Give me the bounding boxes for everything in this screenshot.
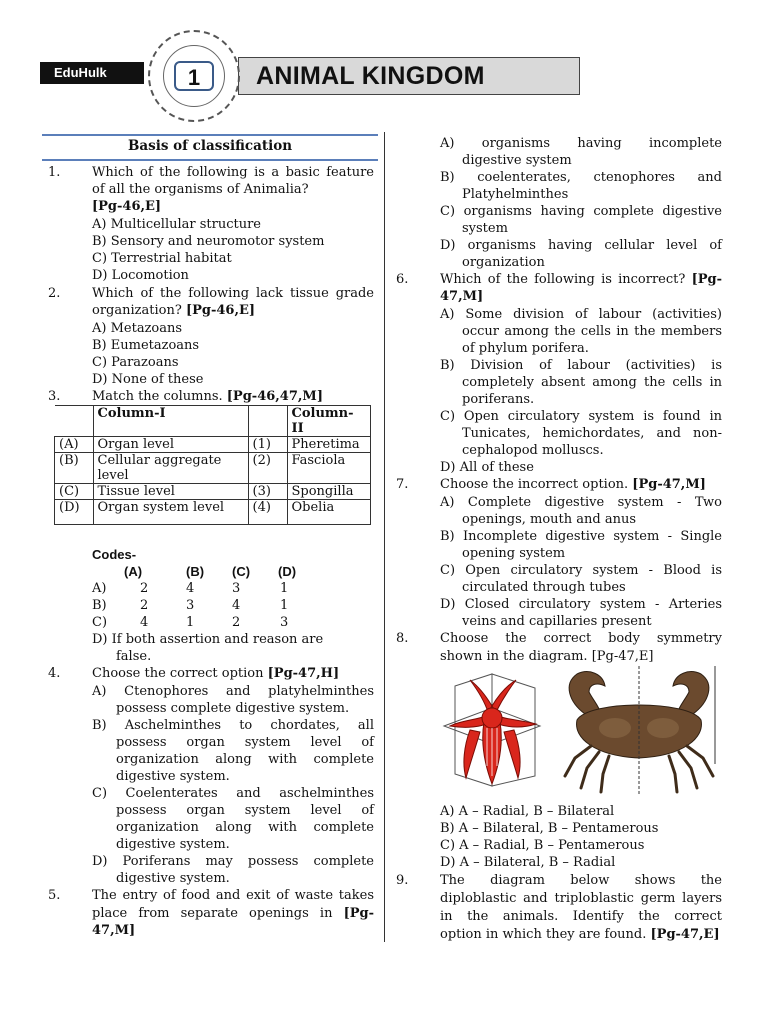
- q1-ref: [Pg-46,E]: [92, 199, 162, 214]
- q7-a-line2: openings, mouth and anus: [462, 512, 637, 527]
- q6-ref1: [Pg-: [691, 272, 722, 287]
- q1-text-line2: of all the organisms of Animalia?: [92, 182, 309, 197]
- code-val: 2: [232, 615, 241, 630]
- q4-b-line4: digestive system.: [116, 769, 230, 784]
- q6-option-d: D) All of these: [440, 460, 534, 475]
- q3-option-d-line1: D) If both assertion and reason are: [92, 632, 324, 647]
- q6-b-line2: completely absent among the cells in: [462, 375, 722, 390]
- q7-b-line2: opening system: [462, 546, 566, 561]
- q7-number: 7.: [396, 477, 409, 492]
- q4-c-line2: possess organ system level of: [116, 803, 374, 818]
- q8-option-b: B) A – Bilateral, B – Pentamerous: [440, 821, 659, 836]
- q5-d-line2: organization: [462, 255, 545, 270]
- q5-text-line1: The entry of food and exit of waste takes: [92, 888, 374, 903]
- q4-d-line2: digestive system.: [116, 871, 230, 886]
- section-title: Basis of classification: [127, 138, 293, 154]
- q7-ref: [Pg-47,M]: [632, 477, 706, 492]
- q4-c-line4: digestive system.: [116, 837, 230, 852]
- match-label: (3): [248, 484, 287, 500]
- q2-number: 2.: [48, 286, 61, 301]
- q3-option-d-line2: false.: [116, 649, 152, 664]
- match-col2-cell: Spongilla: [287, 484, 370, 500]
- match-header-blank: [55, 406, 94, 437]
- q2-option-c: C) Parazoans: [92, 355, 179, 370]
- chapter-number-wrap: [163, 45, 225, 107]
- codes-label: Codes-: [92, 547, 137, 562]
- code-val: 4: [186, 581, 195, 596]
- q3-text: [92, 388, 323, 405]
- q4-a-line2: possess complete digestive system.: [116, 701, 350, 716]
- q9-text-line4: [440, 926, 720, 943]
- q3-prompt: Match the columns.: [92, 389, 223, 404]
- q8-option-c: C) A – Radial, B – Pentamerous: [440, 838, 645, 853]
- q3-ref: [Pg-46,47,M]: [226, 389, 323, 404]
- code-val: 1: [280, 581, 289, 596]
- q9-number: 9.: [396, 873, 409, 888]
- q5-a-line1: A) organisms having incomplete: [440, 136, 722, 151]
- match-header-blank2: [248, 406, 287, 437]
- code-val: 2: [140, 598, 149, 613]
- codes-header-c: (C): [232, 564, 251, 579]
- q5-b-line2: Platyhelminthes: [462, 187, 569, 202]
- q6-b-line1: B) Division of labour (activities) is: [440, 358, 722, 373]
- q5-text: place from separate openings in: [92, 906, 333, 921]
- q9-prompt: option in which they are found.: [440, 927, 647, 942]
- q2-option-b: B) Eumetazoans: [92, 338, 200, 353]
- q6-c-line2: Tunicates, hemichordates, and non-: [462, 426, 722, 441]
- match-col1-cell: Tissue level: [93, 484, 248, 500]
- q1-option-a: A) Multicellular structure: [92, 217, 261, 232]
- q4-ref: [Pg-47,H]: [267, 666, 340, 681]
- match-col1-line1: Cellular aggregate: [97, 453, 222, 468]
- q5-text-line2: [92, 905, 374, 922]
- codes-header-d: (D): [278, 564, 297, 579]
- q8-option-d: D) A – Bilateral, B – Radial: [440, 855, 616, 870]
- table-row: [55, 500, 371, 525]
- match-header-col1: Column-I: [93, 406, 248, 437]
- table-row: [55, 437, 371, 453]
- q5-c-line2: system: [462, 221, 508, 236]
- codes-header-b: (B): [186, 564, 205, 579]
- brand-label: EduHulk: [40, 62, 144, 84]
- q2-text-line2: [92, 302, 255, 319]
- match-label: (4): [248, 500, 287, 525]
- table-row: [55, 453, 371, 484]
- q2-text-line1: Which of the following lack tissue grade: [92, 286, 374, 301]
- match-label: (2): [248, 453, 287, 484]
- q3-number: 3.: [48, 389, 61, 404]
- q6-prompt: Which of the following is incorrect?: [440, 272, 686, 287]
- match-label: (C): [55, 484, 94, 500]
- match-col2-cell: Fasciola: [287, 453, 370, 484]
- chapter-number: 1: [174, 61, 214, 91]
- q4-text: [92, 665, 339, 682]
- match-label: (A): [55, 437, 94, 453]
- q4-b-line3: organization along with complete: [116, 752, 374, 767]
- chapter-title: ANIMAL KINGDOM: [256, 62, 485, 90]
- q4-prompt: Choose the correct option: [92, 666, 264, 681]
- section-rule-top: [42, 134, 378, 136]
- crab-bilateral-figure: [555, 664, 723, 796]
- q7-c-line2: circulated through tubes: [462, 580, 626, 595]
- q7-prompt: Choose the incorrect option.: [440, 477, 629, 492]
- q7-c-line1: C) Open circulatory system - Blood is: [440, 563, 722, 578]
- q5-number: 5.: [48, 888, 61, 903]
- match-label: (B): [55, 453, 94, 484]
- q6-c-line3: cephalopod molluscs.: [462, 443, 604, 458]
- q4-d-line1: D) Poriferans may possess complete: [92, 854, 374, 869]
- q7-a-line1: A) Complete digestive system - Two: [440, 495, 722, 510]
- q9-text-line2: diploblastic and triploblastic germ layers: [440, 891, 722, 906]
- table-row: [55, 484, 371, 500]
- q6-number: 6.: [396, 272, 409, 287]
- q2-option-a: A) Metazoans: [92, 321, 183, 336]
- q6-a-line3: of phylum porifera.: [462, 341, 589, 356]
- match-col2-cell: Obelia: [287, 500, 370, 525]
- q1-text-line1: Which of the following is a basic feature: [92, 165, 374, 180]
- q6-ref2: 47,M]: [440, 289, 484, 304]
- codes-header-a: (A): [124, 564, 143, 579]
- q5-c-line1: C) organisms having complete digestive: [440, 204, 722, 219]
- match-col1-cell: [93, 453, 248, 484]
- match-table: [54, 405, 371, 525]
- q2-text: organization?: [92, 303, 182, 318]
- code-val: 1: [280, 598, 289, 613]
- q7-d-line2: veins and capillaries present: [462, 614, 652, 629]
- q6-text: [440, 271, 722, 288]
- column-divider: [384, 132, 385, 942]
- q1-option-c: C) Terrestrial habitat: [92, 251, 232, 266]
- section-rule-bottom: [42, 159, 378, 161]
- q5-a-line2: digestive system: [462, 153, 572, 168]
- code-val: 1: [186, 615, 195, 630]
- q7-text: [440, 476, 706, 493]
- codes-opt-c: C): [92, 615, 108, 630]
- q4-a-line1: A) Ctenophores and platyhelminthes: [92, 684, 374, 699]
- codes-opt-b: B): [92, 598, 107, 613]
- q5-ref1: [Pg-: [343, 906, 374, 921]
- q9-text-line1: The diagram below shows the: [440, 873, 722, 888]
- match-table-header: [55, 406, 371, 437]
- match-header-col2: Column-II: [287, 406, 370, 437]
- codes-opt-a: A): [92, 581, 107, 596]
- code-val: 3: [186, 598, 195, 613]
- q9-text-line3: in the animals. Identify the correct: [440, 909, 722, 924]
- match-col2-cell: Pheretima: [287, 437, 370, 453]
- q5-ref2: 47,M]: [92, 923, 136, 938]
- match-col1-cell: Organ system level: [93, 500, 248, 525]
- code-val: 4: [140, 615, 149, 630]
- code-val: 2: [140, 581, 149, 596]
- match-label: (1): [248, 437, 287, 453]
- q1-option-d: D) Locomotion: [92, 268, 189, 283]
- q8-option-a: A) A – Radial, B – Bilateral: [440, 804, 615, 819]
- q5-b-line1: B) coelenterates, ctenophores and: [440, 170, 722, 185]
- code-val: 3: [280, 615, 289, 630]
- q9-ref: [Pg-47,E]: [650, 927, 720, 942]
- q6-b-line3: poriferans.: [462, 392, 535, 407]
- starfish-radial-figure: [440, 666, 546, 796]
- q4-c-line1: C) Coelenterates and aschelminthes: [92, 786, 374, 801]
- q8-number: 8.: [396, 631, 409, 646]
- q6-a-line1: A) Some division of labour (activities): [440, 307, 722, 322]
- q1-number: 1.: [48, 165, 61, 180]
- q2-ref: [Pg-46,E]: [185, 303, 256, 318]
- match-col1-cell: Organ level: [93, 437, 248, 453]
- q6-a-line2: occur among the cells in the members: [462, 324, 722, 339]
- code-val: 3: [232, 581, 241, 596]
- q1-option-b: B) Sensory and neuromotor system: [92, 234, 325, 249]
- q7-d-line1: D) Closed circulatory system - Arteries: [440, 597, 722, 612]
- code-val: 4: [232, 598, 241, 613]
- q2-option-d: D) None of these: [92, 372, 204, 387]
- q4-b-line1: B) Aschelminthes to chordates, all: [92, 718, 374, 733]
- q4-number: 4.: [48, 666, 61, 681]
- q6-c-line1: C) Open circulatory system is found in: [440, 409, 722, 424]
- q5-d-line1: D) organisms having cellular level of: [440, 238, 722, 253]
- q4-c-line3: organization along with complete: [116, 820, 374, 835]
- q4-b-line2: possess organ system level of: [116, 735, 374, 750]
- match-col1-line2: level: [97, 468, 129, 483]
- match-label: (D): [55, 500, 94, 525]
- q7-b-line1: B) Incomplete digestive system - Single: [440, 529, 722, 544]
- q8-text-line1: Choose the correct body symmetry: [440, 631, 722, 646]
- q8-text-line2: shown in the diagram. [Pg-47,E]: [440, 649, 654, 664]
